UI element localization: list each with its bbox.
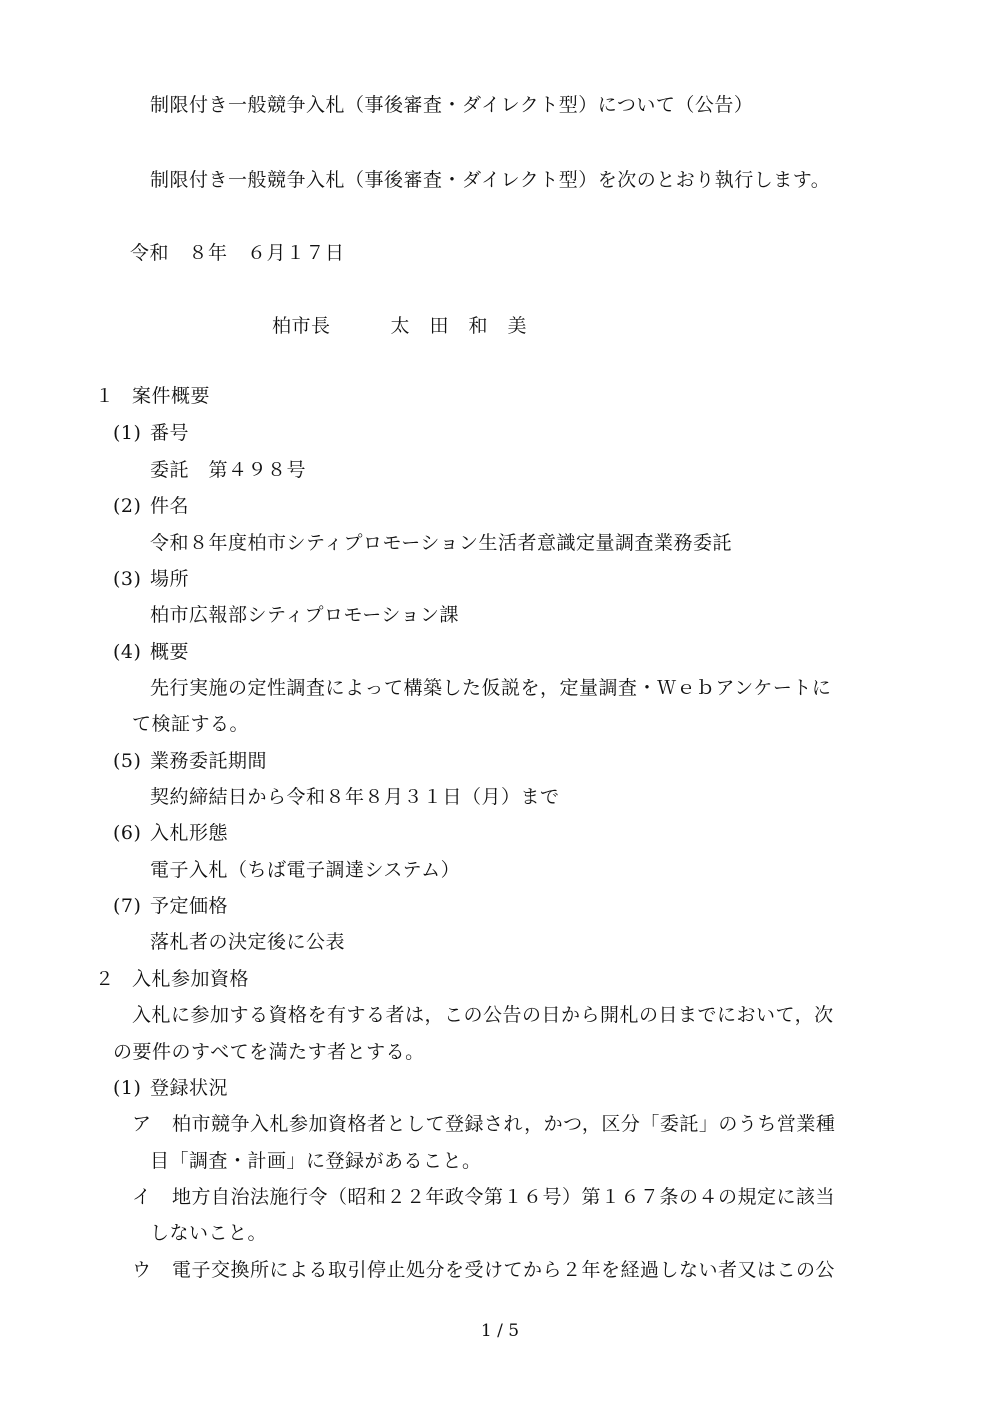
clause-i-line1 <box>132 1185 835 1209</box>
item-4-body-line2: て検証する。 <box>132 713 250 735</box>
item-label: 業務委託期間 <box>150 750 268 772</box>
section-number: ２ <box>95 968 115 990</box>
item-4-body-line1: 先行実施の定性調査によって構築した仮説を，定量調査・Ｗｅｂアンケートに <box>150 677 832 699</box>
item-label: 登録状況 <box>150 1077 229 1099</box>
item-5-body: 契約締結日から令和８年８月３１日（月）まで <box>150 786 560 808</box>
item-3-heading <box>113 567 189 591</box>
item-2-body: 令和８年度柏市シティプロモーション生活者意識定量調査業務委託 <box>150 532 732 554</box>
clause-a-line2: 目「調査・計画」に登録があること。 <box>150 1150 482 1172</box>
clause-mark: ウ <box>132 1259 152 1281</box>
notice-title: 制限付き一般競争入札（事後審査・ダイレクト型）について（公告） <box>150 94 754 116</box>
item-number: (5) <box>113 750 142 772</box>
item-label: 件名 <box>150 495 190 517</box>
item-7-heading <box>113 894 228 918</box>
section-2-heading <box>95 967 249 991</box>
page-number: 1 / 5 <box>480 1321 520 1341</box>
item-2-heading <box>113 494 189 518</box>
clause-text: 地方自治法施行令（昭和２２年政令第１６号）第１６７条の４の規定に該当 <box>172 1186 836 1208</box>
clause-mark: イ <box>132 1186 152 1208</box>
clause-text: 電子交換所による取引停止処分を受けてから２年を経過しない者又はこの公 <box>172 1259 836 1281</box>
section-1-heading <box>95 384 210 408</box>
item-6-body: 電子入札（ちば電子調達システム） <box>150 859 461 881</box>
item-number: (1) <box>113 422 142 444</box>
item-label: 場所 <box>150 568 190 590</box>
lead-sentence: 制限付き一般競争入札（事後審査・ダイレクト型）を次のとおり執行します。 <box>150 169 831 191</box>
notice-date: 令和 ８年 ６月１７日 <box>130 242 345 264</box>
clause-u-line1 <box>132 1258 835 1282</box>
item-number: (4) <box>113 641 142 663</box>
section-title: 入札参加資格 <box>132 968 250 990</box>
item-1-body: 委託 第４９８号 <box>150 459 307 481</box>
item-label: 入札形態 <box>150 822 229 844</box>
section-2-intro-line1: 入札に参加する資格を有する者は，この公告の日から開札の日までにおいて，次 <box>132 1004 834 1026</box>
subsection-1-heading <box>113 1076 228 1100</box>
item-number: (3) <box>113 568 142 590</box>
item-number: (1) <box>113 1077 142 1099</box>
clause-i-line2: しないこと。 <box>150 1222 268 1244</box>
item-6-heading <box>113 821 228 845</box>
clause-a-line1 <box>132 1112 835 1136</box>
item-7-body: 落札者の決定後に公表 <box>150 931 346 953</box>
clause-mark: ア <box>132 1113 152 1135</box>
item-1-heading <box>113 421 189 445</box>
section-title: 案件概要 <box>132 385 211 407</box>
item-4-heading <box>113 640 189 664</box>
item-number: (7) <box>113 895 142 917</box>
section-2-intro-line2: の要件のすべてを満たす者とする。 <box>113 1041 425 1063</box>
item-5-heading <box>113 749 267 773</box>
section-number: １ <box>95 385 115 407</box>
signer-office: 柏市長 <box>272 315 331 337</box>
item-label: 番号 <box>150 422 190 444</box>
signer-block <box>272 314 527 338</box>
item-label: 予定価格 <box>150 895 229 917</box>
item-3-body: 柏市広報部シティプロモーション課 <box>150 604 459 626</box>
item-number: (6) <box>113 822 142 844</box>
signer-name: 太 田 和 美 <box>390 315 528 337</box>
clause-text: 柏市競争入札参加資格者として登録され，かつ，区分「委託」のうち営業種 <box>172 1113 836 1135</box>
item-label: 概要 <box>150 641 190 663</box>
item-number: (2) <box>113 495 142 517</box>
